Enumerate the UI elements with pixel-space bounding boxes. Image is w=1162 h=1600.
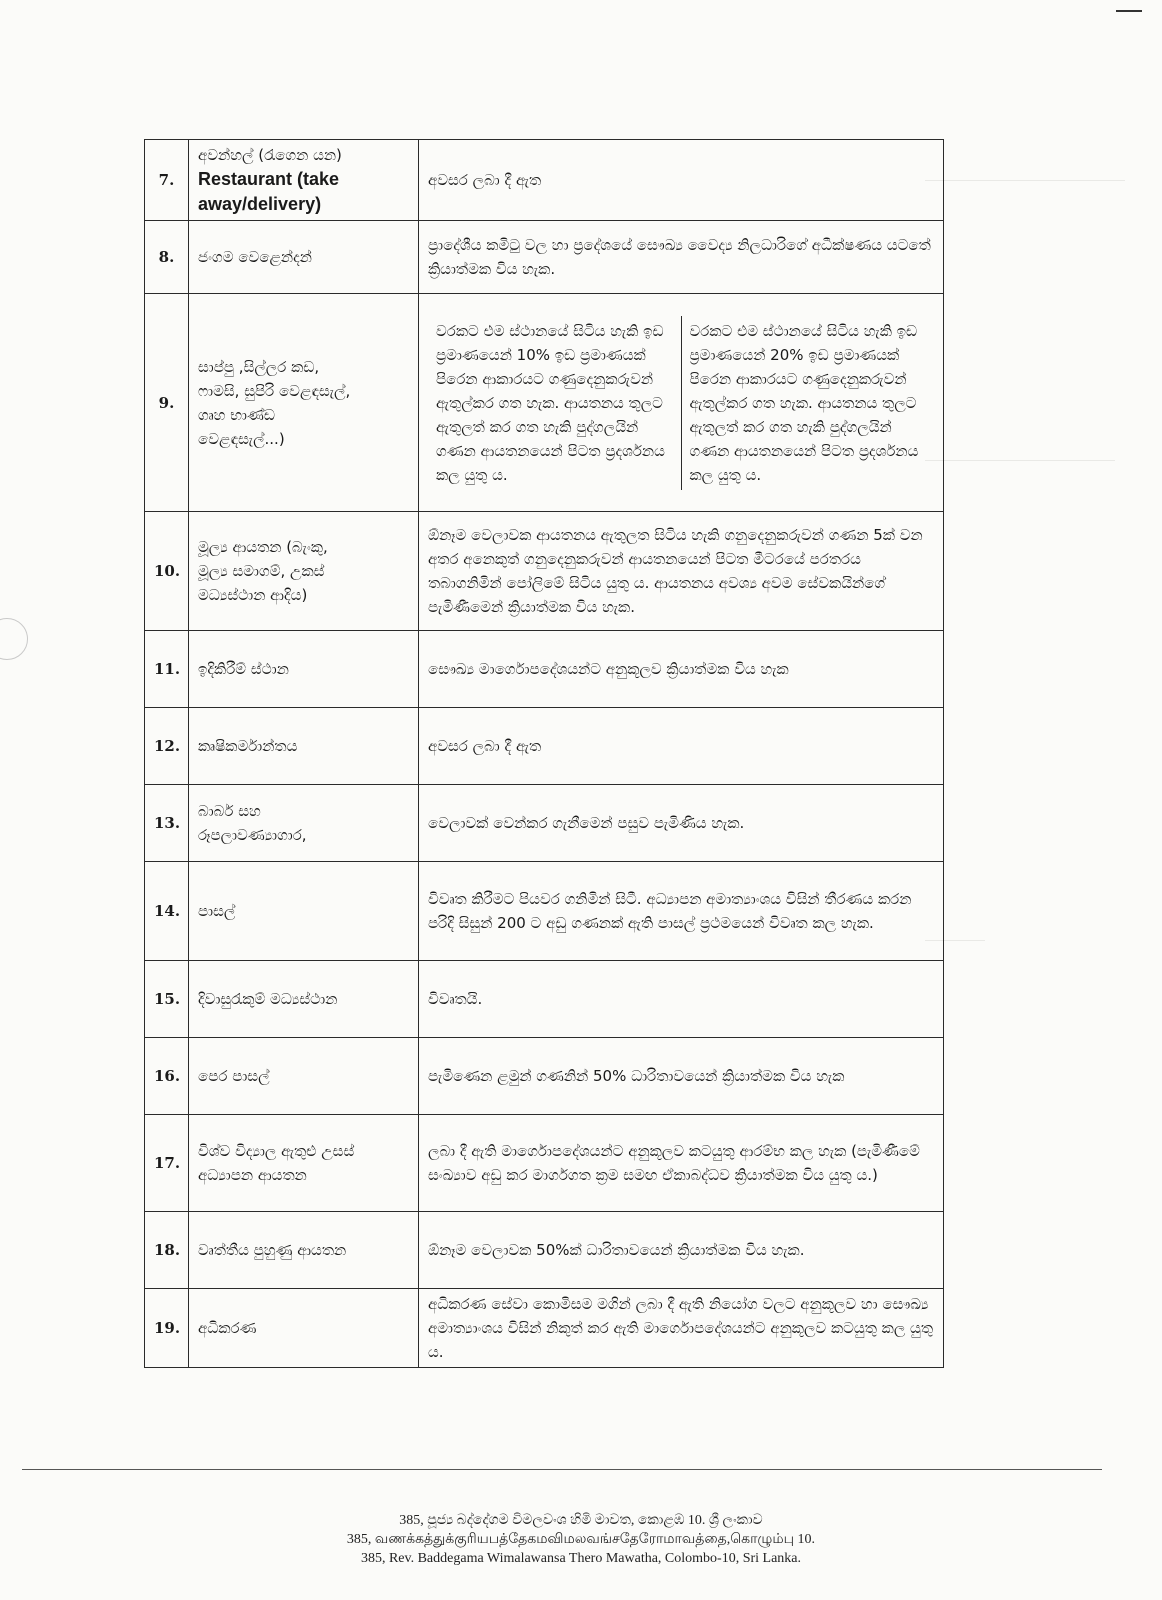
row-number: 18. bbox=[145, 1212, 189, 1289]
row-number: 19. bbox=[145, 1289, 189, 1368]
guidance-cell: විවෘත කිරීමට පියවර ගනිමින් සිටී. අධ්‍යාපන අමාත්‍යාංශය විසින් තීරණය කරන පරිදි සිසුන් 200 ට අඩු ගණනක් ඇති පාසල් ප්‍රථමයෙන් විවෘත කල හැක. bbox=[419, 862, 944, 961]
sector-label: ගෘහ භාණ්ඩ bbox=[198, 405, 275, 424]
guidance-split-cell bbox=[419, 294, 944, 512]
row-number: 11. bbox=[145, 631, 189, 708]
guidance-cell: ප්‍රාදේශීය කමිටු වල හා ප්‍රදේශයේ සෞඛ්‍ය වෛද්‍ය නිලධාරිගේ අධීක්ෂණය යටතේ ක්‍රියාත්මක විය හැක. bbox=[419, 221, 944, 294]
table-row bbox=[145, 862, 944, 961]
footer-divider bbox=[22, 1469, 1102, 1470]
sector-label: අධිකරණ bbox=[198, 1319, 257, 1337]
sector-label: අවන්හල් (රැගෙන යන) bbox=[198, 146, 342, 164]
sector-cell bbox=[189, 785, 419, 862]
sector-label: මූල්‍ය ආයතන (බැංකු, bbox=[198, 538, 328, 556]
address-tamil: 385, வணக்கத்துக்குரியபத்தேகமவிமலவங்சதேரோமாவத்தை,கொழும்பு 10. bbox=[346, 1532, 816, 1547]
guidance-cell: අවසර ලබා දී ඇත bbox=[419, 708, 944, 785]
guidance-cell: අධිකරණ සේවා කොමිසම මගින් ලබා දී ඇති නියෝග වලට අනුකූලව හා සෞඛ්‍ය අමාත්‍යාංශය විසින් නිකුත් කර ඇති මාර්ගොපදේශයන්ට අනුකූලව කටයුතු කල යුතු ය. bbox=[419, 1289, 944, 1368]
sector-label: ෆාමසි, සුපිරි වෙළඳසැල්, bbox=[198, 381, 351, 400]
sector-label: දිවාසුරැකුම් මධ්‍යස්ථාන bbox=[198, 990, 338, 1008]
sector-label: වෘත්තීය පුහුණු ආයතන bbox=[198, 1241, 347, 1259]
row-number: 8. bbox=[145, 221, 189, 294]
row-number: 15. bbox=[145, 961, 189, 1038]
sector-label: Restaurant (take bbox=[198, 169, 340, 189]
table-row bbox=[145, 140, 944, 221]
guidance-10-percent: වරකට එම ස්ථානයේ සිටිය හැකි ඉඩ ප්‍රමාණයෙන් 10% ඉඩ ප්‍රමාණයක් පිරෙන ආකාරයට ගණුදෙනුකරුවන් ඇතුල්කර ගත හැක. ආයතනය තුලට ඇතුලත් කර ගත හැකි පුද්ගලයින් ගණන ආයතනයෙන් පිටත ප්‍රදර්ශනය කල යුතු ය. bbox=[436, 321, 665, 484]
sector-cell bbox=[189, 1115, 419, 1212]
table-row bbox=[145, 785, 944, 862]
address-english: 385, Rev. Baddegama Wimalawansa Thero Mawatha, Colombo-10, Sri Lanka. bbox=[360, 1551, 802, 1566]
guidance-cell: අවසර ලබා දී ඇත bbox=[419, 140, 944, 221]
sector-label: කෘෂිකර්මාන්තය bbox=[198, 737, 298, 755]
sector-label: සාප්පු ,සිල්ලර කඩ, bbox=[198, 357, 320, 376]
guidance-cell: ඕනෑම වෙලාවක ආයතනය ඇතුලත සිටිය හැකි ගනුදෙනුකරුවන් ගණන 5ක් වන අතර අනෙකුත් ගනුදෙනුකරුවන් ආයතනයෙන් පිටත මීටරයේ පරතරය තබාගනිමින් පෝලිමේ සිටිය යුතු ය. ආයතනය අවශ්‍ය අවම සේවකයින්ගේ පැමිණීමෙන් ක්‍රියාත්මක විය හැක. bbox=[419, 512, 944, 631]
sector-label: අධ්‍යාපන ආයතන bbox=[198, 1166, 307, 1184]
sector-cell bbox=[189, 140, 419, 221]
row-number: 9. bbox=[145, 294, 189, 512]
sector-label: රූපලාවණ්‍යාගාර, bbox=[198, 826, 307, 844]
guidance-cell: ඕනෑම වෙලාවක 50%ක් ධාරිතාවයෙන් ක්‍රියාත්මක විය හැක. bbox=[419, 1212, 944, 1289]
sector-label: වෙළඳසැල්...) bbox=[198, 429, 285, 448]
table-row bbox=[145, 961, 944, 1038]
sector-label: පාසල් bbox=[198, 902, 236, 920]
table-row bbox=[145, 294, 944, 512]
table-row bbox=[145, 221, 944, 294]
scan-corner-mark bbox=[1116, 10, 1142, 12]
table-row bbox=[145, 708, 944, 785]
guidance-cell: සෞඛ්‍ය මාර්ගොපදේශයන්ට අනුකූලව ක්‍රියාත්මක විය හැක bbox=[419, 631, 944, 708]
guidance-20-percent: වරකට එම ස්ථානයේ සිටිය හැකි ඉඩ ප්‍රමාණයෙන් 20% ඉඩ ප්‍රමාණයක් පිරෙන ආකාරයට ගණුදෙනුකරුවන් ඇතුල්කර ගත හැක. ආයතනය තුලට ඇතුලත් කර ගත හැකි පුද්ගලයින් ගණන ආයතනයෙන් පිටත ප්‍රදර්ශනය කල යුතු ය. bbox=[681, 316, 935, 490]
guidance-cell: විවෘතයි. bbox=[419, 961, 944, 1038]
row-number: 13. bbox=[145, 785, 189, 862]
table-row bbox=[145, 1115, 944, 1212]
sector-label: විශ්ව විද්‍යාල ඇතුළු උසස් bbox=[198, 1142, 355, 1160]
sector-label: පෙර පාසල් bbox=[198, 1067, 270, 1085]
table-row bbox=[145, 1289, 944, 1368]
sector-cell bbox=[189, 1038, 419, 1115]
bleed-through-line bbox=[925, 460, 1115, 461]
table-row bbox=[145, 1038, 944, 1115]
sector-cell bbox=[189, 631, 419, 708]
sector-cell bbox=[189, 961, 419, 1038]
sector-label: මධ්‍යස්ථාන ආදිය) bbox=[198, 586, 308, 604]
sector-label: මූල්‍ය සමාගම්, උකස් bbox=[198, 562, 325, 580]
row-number: 14. bbox=[145, 862, 189, 961]
sector-label: බාබර් සහ bbox=[198, 802, 261, 820]
guidance-cell: ලබා දී ඇති මාර්ගොපදේශයන්ට අනුකූලව කටයුතු ආරම්භ කල හැක (පැමිණීමේ සංඛ්‍යාව අඩු කර මාර්ගගත ක්‍රම සමඟ ඒකාබද්ධව ක්‍රියාත්මක විය යුතු ය.) bbox=[419, 1115, 944, 1212]
guidance-cell: පැමිණෙන ළමුන් ගණනින් 50% ධාරිතාවයෙන් ක්‍රියාත්මක විය හැක bbox=[419, 1038, 944, 1115]
footer-address bbox=[0, 1511, 1162, 1568]
row-number: 17. bbox=[145, 1115, 189, 1212]
row-number: 12. bbox=[145, 708, 189, 785]
table-row bbox=[145, 631, 944, 708]
bleed-through-line bbox=[925, 180, 1125, 181]
sector-label: ජංගම වෙළෙන්දන් bbox=[198, 248, 312, 266]
row-number: 16. bbox=[145, 1038, 189, 1115]
sector-label: away/delivery) bbox=[198, 194, 322, 214]
sector-cell bbox=[189, 294, 419, 512]
sector-cell bbox=[189, 1212, 419, 1289]
sector-cell bbox=[189, 862, 419, 961]
table-row bbox=[145, 512, 944, 631]
punch-hole bbox=[0, 618, 28, 660]
sector-label: ඉදිකිරීම් ස්ථාන bbox=[198, 660, 289, 678]
sector-cell bbox=[189, 708, 419, 785]
row-number: 7. bbox=[145, 140, 189, 221]
sector-cell bbox=[189, 512, 419, 631]
guidelines-table bbox=[144, 139, 944, 1368]
address-sinhala: 385, පූජ්‍ය බද්දේගම විමලවංශ හිමි මාවත, කොළඹ 10. ශ්‍රී ලංකාව bbox=[399, 1513, 763, 1528]
sector-cell bbox=[189, 1289, 419, 1368]
sector-cell bbox=[189, 221, 419, 294]
row-number: 10. bbox=[145, 512, 189, 631]
guidance-cell: වෙලාවක් වෙන්කර ගැනීමෙන් පසුව පැමිණිය හැක. bbox=[419, 785, 944, 862]
table-row bbox=[145, 1212, 944, 1289]
